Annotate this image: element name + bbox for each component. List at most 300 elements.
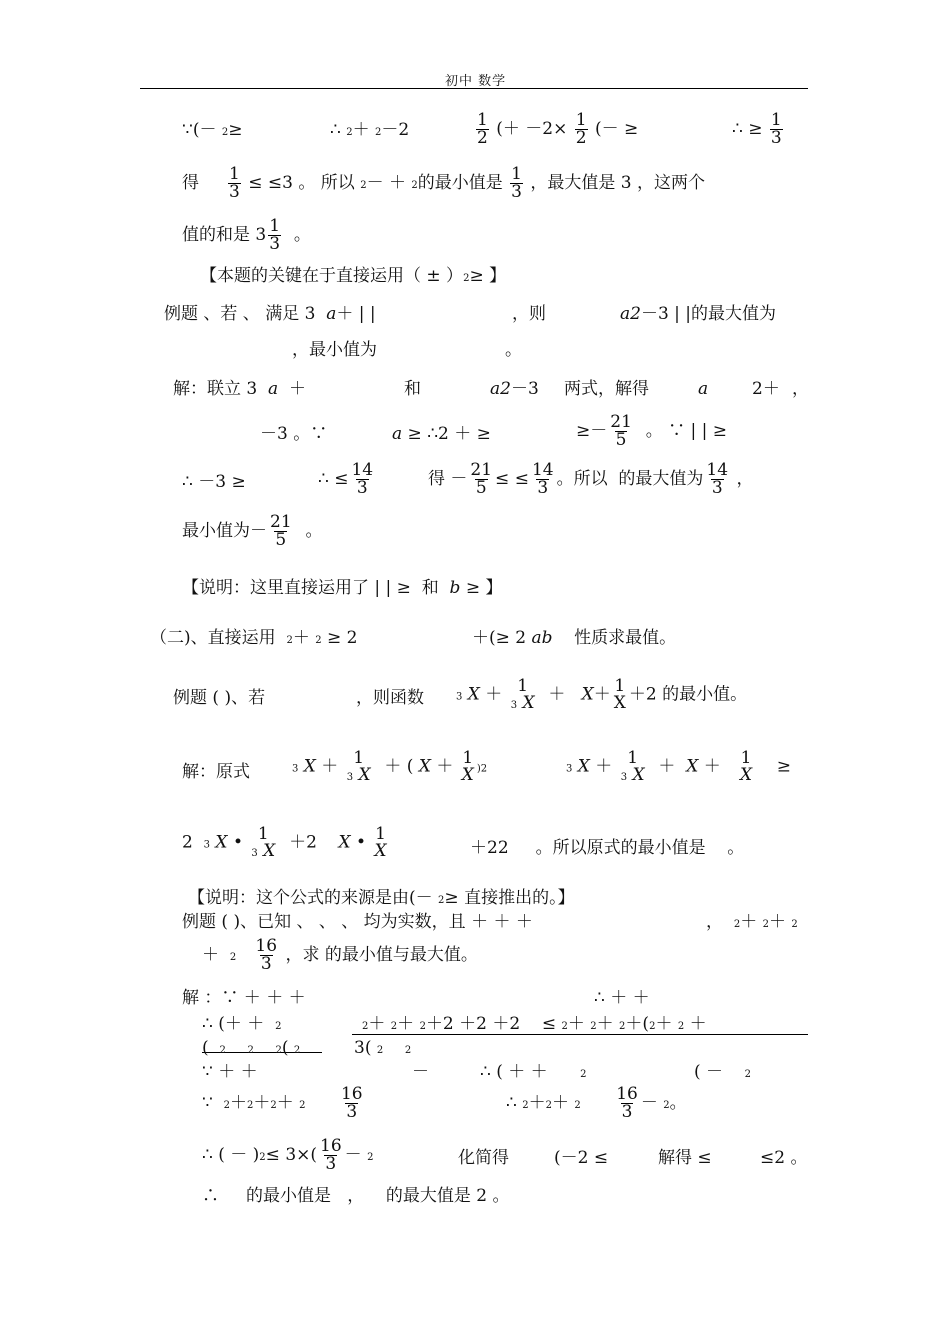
text: 。	[669, 1093, 687, 1113]
text: ＋	[768, 912, 786, 932]
text: ，	[706, 912, 723, 932]
text: 和	[421, 578, 439, 598]
sup: 2	[360, 180, 367, 191]
denominator: 3	[229, 182, 240, 202]
fraction-rule	[352, 1034, 808, 1035]
line-1b	[330, 122, 409, 139]
numerator: 1	[575, 110, 587, 130]
line-14c	[566, 750, 791, 784]
sup: 2	[259, 1152, 266, 1163]
fraction	[620, 750, 646, 784]
line-5b	[512, 306, 546, 323]
text: ＋	[740, 912, 758, 932]
sup: 2	[733, 919, 741, 930]
text: ∴	[330, 120, 341, 140]
text: ＋	[703, 756, 721, 777]
text: ＋	[292, 628, 310, 648]
sup: 2	[221, 127, 229, 138]
numerator: 1	[477, 110, 488, 130]
sup: 2	[619, 1021, 626, 1032]
text: 。	[505, 340, 522, 360]
sup: 2	[223, 1100, 231, 1111]
sub: 3	[456, 691, 463, 703]
numerator: 1	[517, 676, 529, 696]
text: ≤ 3×(	[265, 1145, 318, 1165]
text: （二)、直接运用	[150, 628, 276, 648]
var: X	[686, 756, 699, 777]
denominator	[373, 843, 387, 860]
text: ≥	[776, 756, 791, 777]
text: ＋	[655, 1014, 673, 1034]
text: ≥－	[576, 421, 608, 441]
text: ＋	[397, 1014, 415, 1034]
denominator	[346, 767, 372, 784]
text: －	[640, 1093, 658, 1113]
fraction	[319, 1138, 343, 1173]
text: ∴ ( － )	[202, 1145, 260, 1165]
text: ＋	[528, 1093, 546, 1113]
var: ab	[531, 628, 553, 648]
line-1	[182, 122, 242, 139]
text: －2	[381, 120, 410, 140]
text: ，	[736, 469, 754, 489]
var: X	[577, 756, 590, 777]
text: ∵	[202, 1093, 213, 1113]
denominator	[510, 695, 536, 712]
numerator: 21	[270, 512, 292, 532]
sup: 2	[375, 127, 382, 138]
numerator: 21	[470, 460, 493, 480]
sub: 2	[376, 1045, 384, 1056]
text: ＋	[551, 1093, 569, 1113]
text: •	[356, 832, 367, 853]
text: ( －	[694, 1062, 724, 1082]
var: a	[268, 379, 279, 399]
var: X	[581, 684, 594, 705]
text: 最小值为－	[182, 521, 267, 541]
line-9	[182, 474, 246, 491]
line-13	[173, 690, 265, 707]
denominator: 5	[475, 478, 487, 498]
line-8c	[576, 414, 727, 449]
text: ≥ 2	[327, 628, 358, 648]
text: ＋2 ＋2 ＋2	[425, 1014, 521, 1034]
var: X	[215, 832, 228, 853]
sup: 2	[561, 1021, 568, 1032]
text: ＋	[436, 756, 454, 777]
line-1c	[474, 112, 638, 147]
line-14b	[292, 750, 487, 784]
sub: 3	[203, 839, 211, 851]
fraction	[340, 1086, 364, 1121]
text: ＋	[596, 1014, 614, 1034]
numerator: 14	[706, 460, 729, 480]
var: a	[392, 424, 403, 444]
numerator: 16	[616, 1084, 638, 1104]
text: 【说明：这里直接运用了 | | ≥	[182, 578, 411, 598]
page-header: 初中 数学	[445, 74, 507, 89]
line-11	[182, 580, 503, 597]
line-20b	[362, 1016, 707, 1033]
fraction	[373, 826, 387, 860]
numerator: 16	[255, 936, 278, 956]
text: ∵ ＋ ＋	[202, 1062, 258, 1082]
numerator: 1	[614, 676, 626, 696]
text: (－ ≥	[594, 119, 639, 139]
text: ，	[792, 379, 809, 399]
var: X	[263, 841, 276, 861]
sub: 2	[744, 1069, 752, 1080]
text: 和	[404, 379, 421, 399]
text: ＋	[595, 756, 613, 777]
text: 【本题的关键在于直接运用（ ± ）	[200, 266, 464, 286]
text: －3	[510, 379, 539, 399]
sup: 2	[315, 635, 322, 646]
var: a2	[620, 304, 641, 324]
line-13c	[456, 678, 747, 712]
fraction	[476, 112, 489, 147]
var: b	[449, 578, 461, 598]
line-23	[202, 1086, 366, 1121]
denominator: X	[613, 693, 626, 713]
sub: 2	[275, 1045, 282, 1056]
text: ，求 的最小值与最大值。	[285, 945, 478, 965]
text: － ＋	[366, 173, 406, 193]
line-8	[260, 426, 327, 443]
var: X	[338, 832, 351, 853]
denominator: 3	[269, 234, 281, 254]
text: ＋ | |	[336, 304, 376, 324]
fraction	[615, 1086, 639, 1121]
sup: 2	[247, 1100, 254, 1111]
fraction	[531, 462, 555, 497]
text: ＋	[548, 684, 566, 705]
line-17	[182, 914, 533, 931]
text: ＋(	[625, 1014, 650, 1034]
text: 例题 ( )、已知 、 、 、 均为实数，且 ＋ ＋ ＋	[182, 912, 533, 932]
line-21	[202, 1040, 300, 1057]
fraction	[510, 678, 536, 712]
text: 值的和是 3	[182, 225, 267, 245]
text: 得 －	[428, 469, 468, 489]
numerator: 1	[269, 216, 281, 236]
sup: 2	[419, 1021, 426, 1032]
fraction	[575, 112, 588, 147]
line-19b	[594, 990, 650, 1007]
line-7	[173, 381, 306, 398]
text: ≥ 】	[465, 578, 503, 598]
line-9c	[428, 462, 753, 497]
text: ≥ 】	[469, 266, 507, 286]
denominator: 3	[511, 182, 522, 202]
fraction	[461, 750, 475, 784]
sup: 2	[367, 1152, 374, 1163]
fraction	[250, 826, 276, 860]
line-3	[182, 218, 311, 253]
text: －	[344, 1145, 362, 1165]
text: ∴ －3 ≥	[182, 472, 246, 492]
line-7f	[752, 381, 780, 398]
numerator: 1	[375, 824, 386, 844]
sup: 2	[346, 127, 353, 138]
numerator: 16	[340, 1084, 363, 1104]
text: ≥ 直接推出的。】	[444, 888, 575, 908]
denominator: 3	[356, 478, 368, 498]
text: 得	[182, 173, 199, 193]
line-13b	[356, 690, 424, 707]
sup: 2	[229, 952, 237, 963]
var: X	[461, 765, 474, 785]
sup: 2	[463, 273, 470, 284]
numerator: 1	[770, 110, 782, 130]
line-10	[182, 514, 322, 549]
text: ≤ ≤	[495, 469, 529, 489]
sup: 2	[545, 1100, 552, 1111]
denominator	[250, 843, 276, 860]
line-7e	[698, 381, 708, 398]
fraction	[254, 938, 278, 973]
var: X	[632, 765, 645, 785]
text: ＋	[689, 1014, 707, 1034]
text: ，则	[512, 304, 546, 324]
sup: 2	[522, 1100, 529, 1111]
line-24	[202, 1138, 373, 1173]
text: ＋	[202, 945, 219, 965]
numerator: 1	[740, 748, 752, 768]
line-22b	[412, 1064, 429, 1081]
line-5	[164, 306, 376, 323]
line-7c	[490, 381, 539, 398]
text: 的最小值是	[417, 173, 503, 193]
numerator: 1	[462, 748, 474, 768]
sup: 2	[270, 1100, 277, 1111]
denominator: 3	[711, 478, 723, 498]
line-17b	[706, 914, 798, 931]
text: ≥	[228, 120, 243, 140]
text: 解得 ≤	[658, 1148, 712, 1168]
sub: 3	[510, 700, 518, 711]
line-7d	[564, 381, 649, 398]
sup: 2	[762, 919, 769, 930]
text: (	[202, 1038, 209, 1058]
denominator	[461, 767, 475, 784]
fraction	[268, 218, 281, 253]
fraction	[469, 462, 493, 497]
line-7b	[404, 381, 421, 398]
line-15	[182, 826, 390, 860]
line-22	[202, 1064, 258, 1081]
text: 。 ∵ | | ≥	[645, 421, 728, 441]
line-23b	[506, 1086, 687, 1121]
numerator: 16	[320, 1136, 342, 1156]
numerator: 1	[627, 748, 639, 768]
numerator: 1	[229, 164, 240, 184]
sup: 2	[411, 180, 418, 191]
var: X	[467, 684, 480, 705]
var: X	[522, 693, 535, 713]
line-5c	[620, 306, 776, 323]
var: a2	[490, 379, 511, 399]
text: ＋22	[470, 838, 509, 858]
text: (－2 ≤	[554, 1148, 609, 1168]
denominator	[739, 767, 753, 784]
text: ∴ (＋ ＋	[202, 1014, 265, 1034]
text: ≤ ≤3 。 所以	[248, 173, 355, 193]
text: ∴ ＋ ＋	[594, 988, 650, 1008]
text: 2	[752, 379, 763, 399]
text: •	[232, 832, 243, 853]
line-24d	[658, 1150, 712, 1167]
sup: 2	[299, 1100, 306, 1111]
text: 解：联立 3	[173, 379, 258, 399]
line-21b	[354, 1040, 411, 1057]
denominator: 5	[275, 530, 287, 550]
denominator: 3	[260, 954, 272, 974]
denominator: 3	[770, 128, 782, 148]
var: X	[374, 841, 387, 861]
sub: 3	[292, 763, 299, 775]
fraction	[350, 462, 374, 497]
text: ＋	[593, 684, 611, 705]
fraction	[770, 112, 783, 147]
text: ∴	[506, 1093, 517, 1113]
fraction	[269, 514, 293, 549]
text: 化简得	[458, 1148, 509, 1168]
text: 。	[293, 225, 311, 245]
header-rule	[140, 88, 808, 89]
sup: 2	[649, 1021, 656, 1032]
denominator: 2	[477, 128, 488, 148]
text: ＋2	[289, 832, 317, 853]
text: ＋	[321, 756, 339, 777]
denominator: 3	[621, 1102, 633, 1122]
line-2	[182, 166, 705, 201]
text: ∴ ≥	[732, 119, 763, 139]
sup: 2	[275, 1021, 282, 1032]
text: ＋	[368, 1014, 386, 1034]
sup: 2	[663, 1100, 670, 1111]
var: X	[418, 756, 431, 777]
fraction	[228, 166, 241, 201]
text: ∴	[202, 1186, 219, 1206]
denominator: 5	[615, 430, 627, 450]
line-7g	[792, 381, 809, 398]
line-20	[202, 1016, 281, 1033]
text: ＋	[567, 1014, 585, 1034]
text: ＋	[485, 684, 503, 705]
sup: 2	[677, 1021, 685, 1032]
text: 两式，解得	[564, 379, 649, 399]
line-24e	[760, 1150, 807, 1167]
line-22d	[694, 1064, 751, 1081]
sub: 3	[620, 772, 628, 783]
line-18	[202, 938, 478, 973]
text: ∴ ( ＋ ＋	[480, 1062, 548, 1082]
text: ＋	[230, 1093, 248, 1113]
fraction	[705, 462, 729, 497]
sup: )2	[476, 763, 488, 775]
var: X	[303, 756, 316, 777]
sup: 2	[362, 1021, 369, 1032]
line-16	[188, 890, 575, 907]
text: ＋ (	[384, 756, 414, 777]
text: 例题 、若 、 满足 3	[164, 304, 316, 324]
text: ≥ ∴2 ＋ ≥	[407, 424, 491, 444]
text: 。所以原式的最小值是	[535, 838, 706, 858]
text: ∴ ≤	[318, 469, 349, 489]
var: X	[739, 765, 753, 785]
var: a	[698, 379, 709, 399]
text: ＋	[289, 379, 306, 399]
text: 3(	[354, 1038, 372, 1058]
numerator: 14	[351, 460, 374, 480]
text: ＋	[658, 756, 676, 777]
line-25	[202, 1188, 510, 1205]
text: (＋ －2×	[496, 119, 568, 139]
text: 【说明：这个公式的来源是由(－	[188, 888, 439, 908]
sup: 2	[791, 919, 798, 930]
sub: 2	[404, 1045, 412, 1056]
text: 。所以	[556, 469, 608, 489]
line-24c	[554, 1150, 608, 1167]
text: ∵(－	[182, 120, 222, 140]
var: X	[358, 765, 371, 785]
text: ，	[347, 1186, 365, 1206]
sub: 2	[247, 1045, 254, 1056]
numerator: 21	[610, 412, 632, 432]
text: －3 。∵	[260, 424, 328, 444]
line-15b	[470, 840, 744, 857]
sub: 2	[580, 1069, 587, 1080]
line-12	[150, 630, 357, 647]
sup: 2	[574, 1100, 581, 1111]
text: 例题 ( )、若	[173, 688, 266, 708]
sup: 2	[286, 635, 293, 646]
denominator: 3	[346, 1102, 358, 1122]
numerator: 1	[353, 748, 365, 768]
numerator: 1	[257, 824, 269, 844]
line-6	[292, 342, 377, 359]
text: 的最大值是 2 。	[385, 1186, 510, 1206]
text: ，则函数	[356, 688, 424, 708]
fraction	[613, 678, 627, 712]
text: 2	[182, 832, 193, 853]
sup: 2	[390, 1021, 398, 1032]
line-22c	[480, 1064, 586, 1081]
fraction	[739, 750, 753, 784]
fraction	[510, 166, 523, 201]
line-19	[182, 990, 306, 1007]
text: ＋(≥ 2	[472, 628, 527, 648]
fraction	[609, 414, 633, 449]
line-9b	[318, 462, 376, 497]
sub: 3	[346, 772, 354, 783]
text: －	[412, 1062, 429, 1082]
text: 解：原式	[182, 762, 250, 782]
text: ＋2 的最小值。	[628, 684, 748, 705]
text: 性质求最值。	[574, 628, 677, 648]
line-24b	[458, 1150, 509, 1167]
text: ，最大值是 3 ，这两个	[530, 173, 706, 193]
sub: 2	[293, 1045, 301, 1056]
text: ，最小值为	[292, 340, 377, 360]
sup: 2	[590, 1021, 597, 1032]
line-8b	[392, 426, 491, 443]
denominator: 3	[325, 1154, 337, 1174]
line-6b	[505, 342, 522, 359]
line-12b	[472, 630, 676, 647]
sup: 2	[438, 895, 445, 906]
